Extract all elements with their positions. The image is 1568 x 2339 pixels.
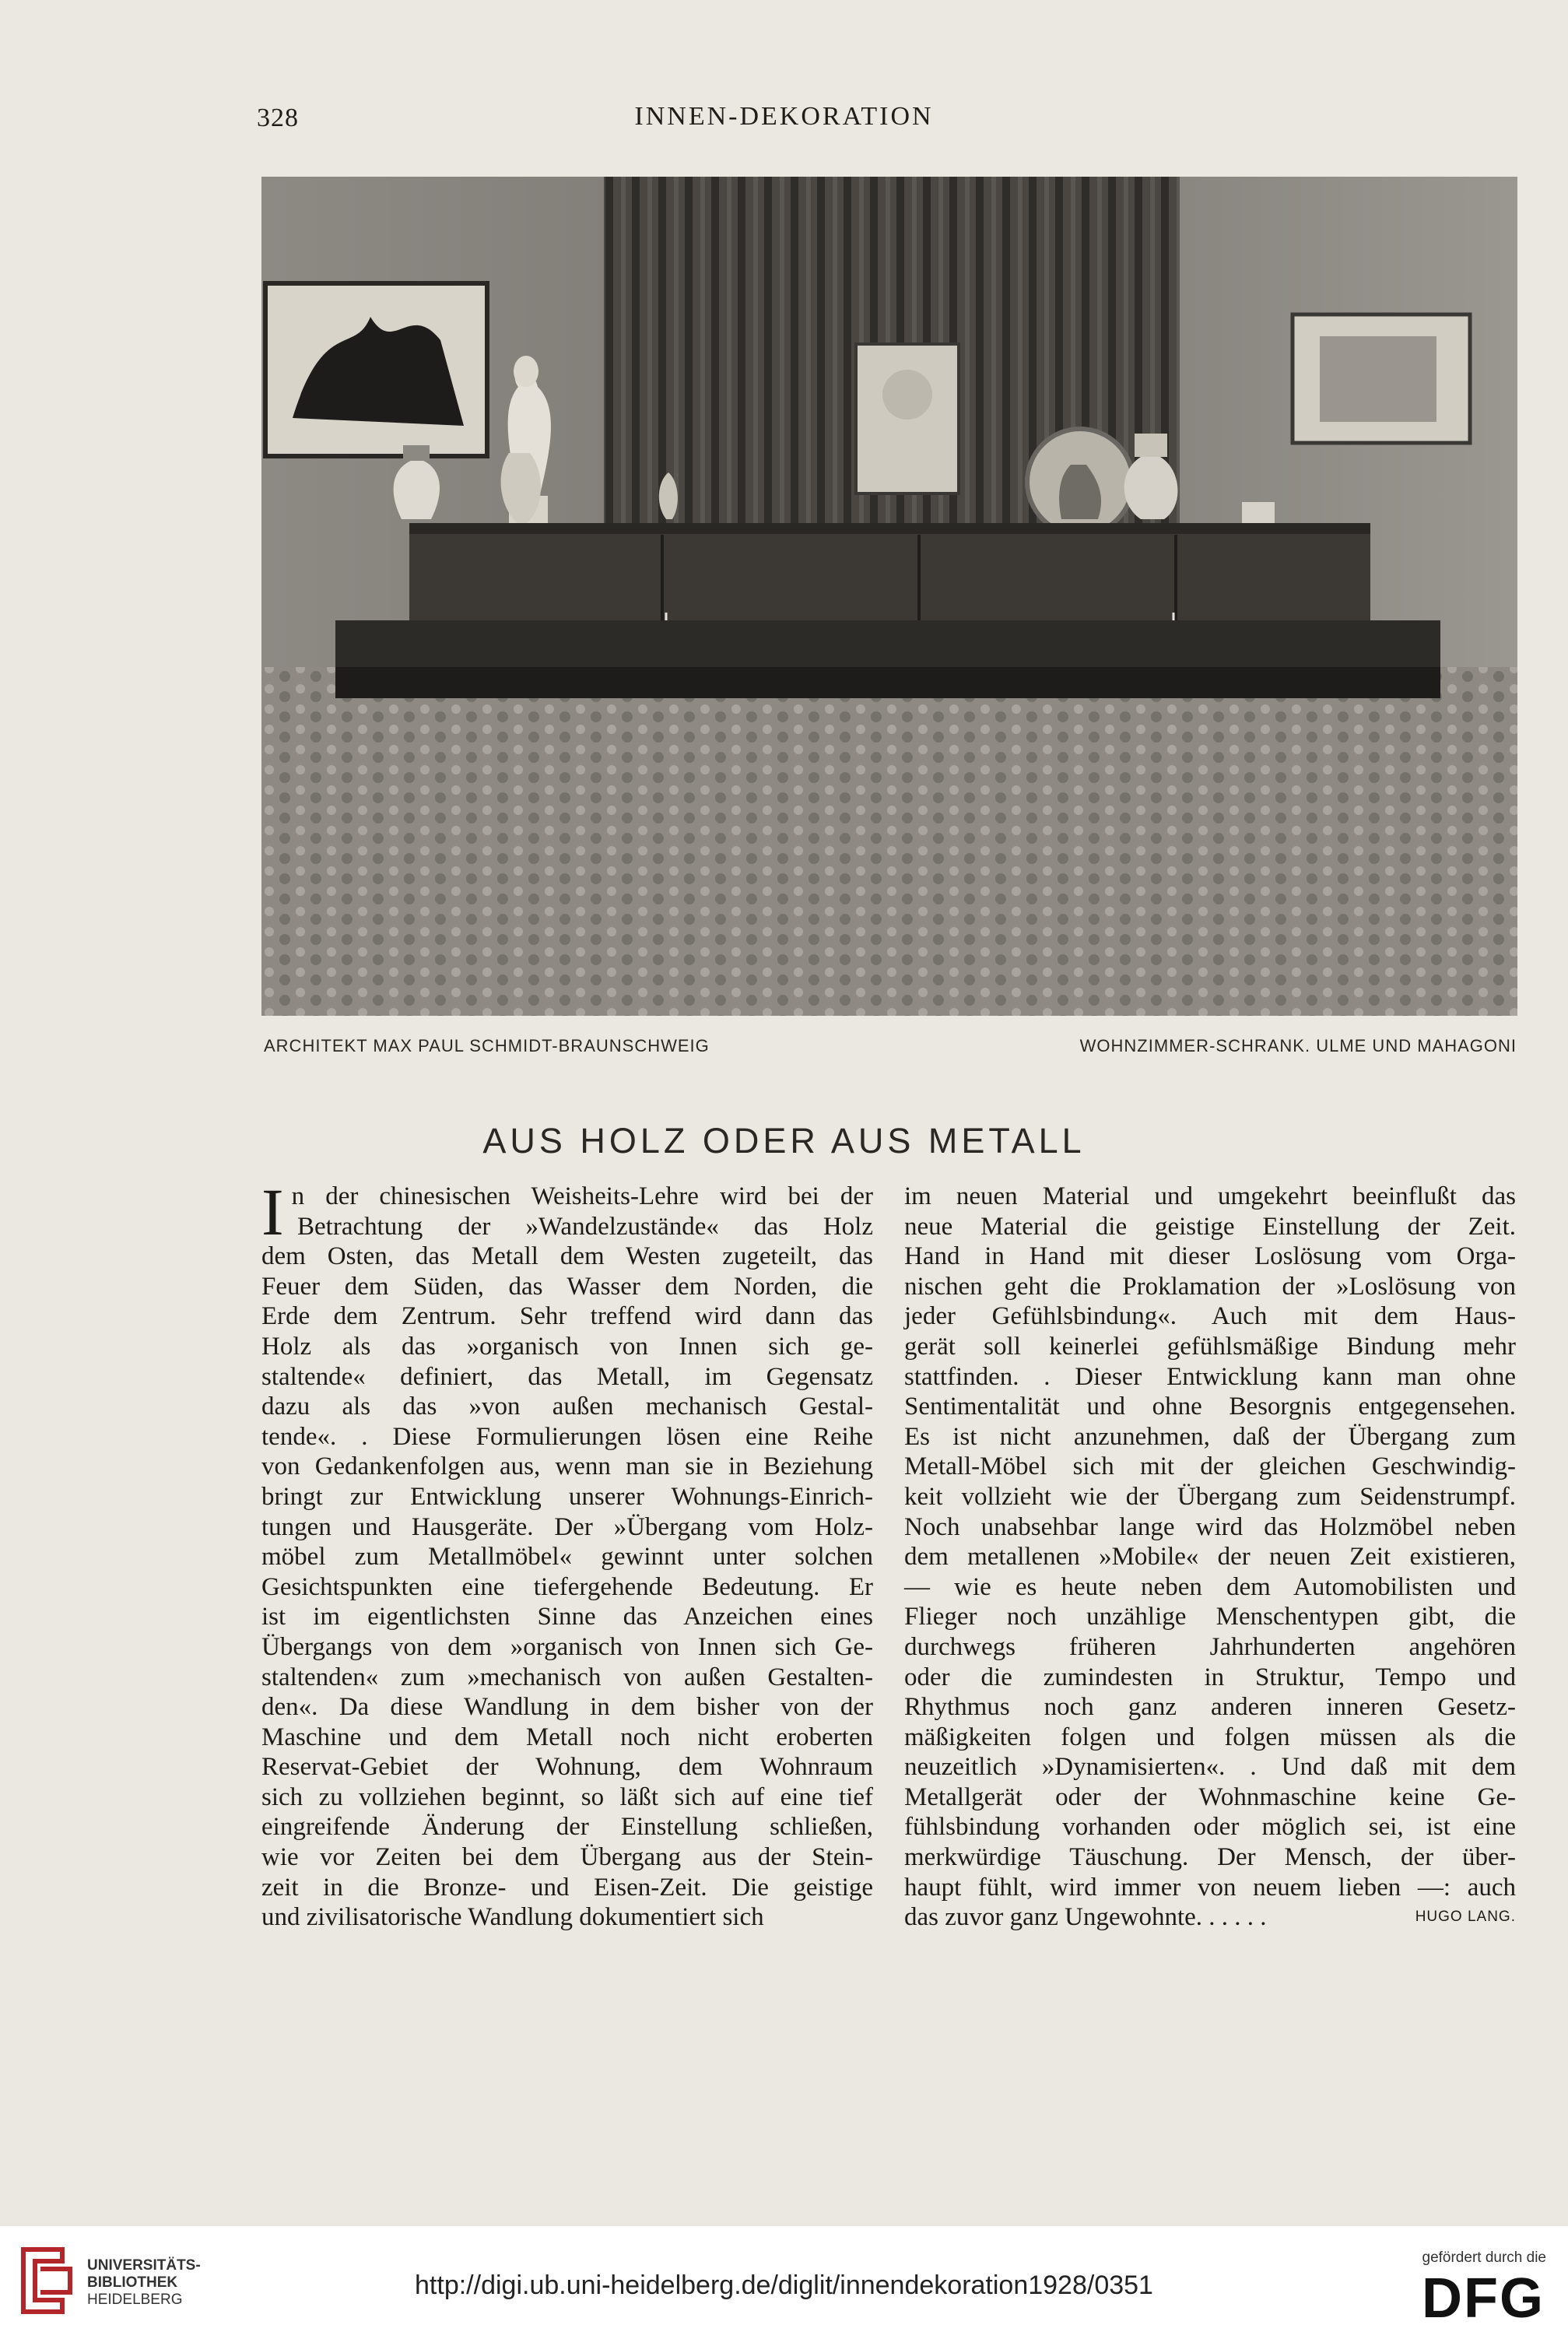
drop-cap: I [261, 1175, 284, 1249]
text-line: möbel zum Metallmöbel« gewinnt unter solchen [261, 1543, 873, 1572]
author-signature: HUGO LANG. [1415, 1909, 1516, 1926]
text-line: mäßigkeiten folgen und folgen müssen als die [904, 1723, 1516, 1751]
text-line: Es ist nicht anzunehmen, daß der Übergang zum [904, 1422, 1516, 1451]
text-line: — wie es heute neben dem Automobilisten und [904, 1572, 1516, 1601]
sideboard-photograph [261, 177, 1517, 1016]
text-line: Hand in Hand mit dieser Loslösung vom Orga- [904, 1242, 1516, 1271]
text-line: Holz als das »organisch von Innen sich ge- [261, 1332, 873, 1361]
page-number: 328 [257, 104, 299, 132]
text-line: Rhythmus noch ganz anderen inneren Gesetz- [904, 1693, 1516, 1722]
text-line: tende«. . Diese Formulierungen lösen eine Reihe [261, 1422, 873, 1451]
text-line: Feuer dem Süden, das Wasser dem Norden, die [261, 1272, 873, 1301]
text-line: merkwürdige Täuschung. Der Mensch, der über- [904, 1843, 1516, 1872]
text-line: bringt zur Entwicklung unserer Wohnungs-Einrich- [261, 1482, 873, 1511]
text-line: Sentimentalität und ohne Besorgnis entgegensehen. [904, 1393, 1516, 1421]
running-title: INNEN-DEKORATION [634, 102, 934, 131]
text-line: Gesichtspunkten eine tiefergehende Bedeutung. Er [261, 1572, 873, 1601]
text-line: neuzeitlich »Dynamisierten«. . Und daß mit dem [904, 1753, 1516, 1782]
text-line: dazu als das »von außen mechanisch Gestal- [261, 1393, 873, 1421]
text-line: fühlsbindung vorhanden oder möglich sei, ist eine [904, 1813, 1516, 1842]
text-line: dem metallenen »Mobile« der neuen Zeit existieren, [904, 1543, 1516, 1572]
text-line: staltende« definiert, das Metall, im Gegensatz [261, 1362, 873, 1391]
text-line: Reservat-Gebiet der Wohnung, dem Wohnraum [261, 1753, 873, 1782]
library-name-line: BIBLIOTHEK [87, 2274, 178, 2291]
text-line: jeder Gefühlsbindung«. Auch mit dem Haus- [904, 1302, 1516, 1331]
text-line: und zivilisatorische Wandlung dokumentiert sich [261, 1903, 764, 1932]
text-line: gerät soll keinerlei gefühlsmäßige Bindung mehr [904, 1332, 1516, 1361]
text-line: staltenden« zum »mechanisch von außen Gestalten- [261, 1663, 873, 1691]
text-line: haupt fühlt, wird immer von neuem lieben —: auch [904, 1873, 1516, 1902]
text-line: den«. Da diese Wandlung in dem bisher von der [261, 1693, 873, 1722]
text-line: das zuvor ganz Ungewohnte. . . . . . [904, 1903, 1267, 1932]
interior-photo [261, 177, 1517, 1016]
text-line: Metall-Möbel sich mit der gleichen Geschwindig- [904, 1452, 1516, 1481]
photo-caption-architect: ARCHITEKT MAX PAUL SCHMIDT-BRAUNSCHWEIG [264, 1036, 710, 1055]
text-line: tungen und Hausgeräte. Der »Übergang vom Holz- [261, 1512, 873, 1541]
photo-caption-object: WOHNZIMMER-SCHRANK. ULME UND MAHAGONI [1079, 1036, 1517, 1055]
library-name-line: UNIVERSITÄTS- [87, 2257, 201, 2274]
text-line: keit vollzieht wie der Übergang zum Seidenstrumpf. [904, 1482, 1516, 1511]
text-line: zeit in die Bronze- und Eisen-Zeit. Die geistige [261, 1873, 873, 1902]
source-url-link[interactable]: http://digi.ub.uni-heidelberg.de/diglit/innendekoration1928/0351 [415, 2271, 1153, 2300]
article-title: AUS HOLZ ODER AUS METALL [482, 1121, 1086, 1161]
text-line: Übergangs von dem »organisch von Innen sich Ge- [261, 1632, 873, 1661]
text-line: Metallgerät oder der Wohnmaschine keine Ge- [904, 1782, 1516, 1811]
text-line: n der chinesischen Weisheits-Lehre wird bei der [291, 1182, 873, 1210]
text-line: Flieger noch unzählige Menschentypen gibt, die [904, 1603, 1516, 1631]
funding-label: gefördert durch die [1422, 2249, 1546, 2266]
text-line: neue Material die geistige Einstellung der Zeit. [904, 1212, 1516, 1241]
text-line: oder die zumindesten in Struktur, Tempo und [904, 1663, 1516, 1691]
text-line: Noch unabsehbar lange wird das Holzmöbel neben [904, 1512, 1516, 1541]
text-line: nischen geht die Proklamation der »Loslösung von [904, 1272, 1516, 1301]
text-line: im neuen Material und umgekehrt beeinflußt das [904, 1182, 1516, 1210]
text-line: sich zu vollziehen beginnt, so läßt sich auf eine tief [261, 1782, 873, 1811]
text-line: durchwegs früheren Jahrhunderten angehören [904, 1632, 1516, 1661]
text-line: ist im eigentlichsten Sinne das Anzeichen eines [261, 1603, 873, 1631]
text-line: wie vor Zeiten bei dem Übergang aus der Stein- [261, 1843, 873, 1872]
text-line: eingreifende Änderung der Einstellung schließen, [261, 1813, 873, 1842]
text-line: Maschine und dem Metall noch nicht eroberten [261, 1723, 873, 1751]
text-line-with-signature [904, 1902, 1516, 1933]
dfg-logo[interactable]: DFG [1422, 2267, 1545, 2330]
text-line: Betrachtung der »Wandelzustände« das Holz [297, 1212, 873, 1241]
text-line: dem Osten, das Metall dem Westen zugeteilt, das [261, 1242, 873, 1271]
text-line: von Gedankenfolgen aus, wenn man sie in Beziehung [261, 1452, 873, 1481]
text-column-right [904, 1182, 1516, 1933]
text-line: stattfinden. . Dieser Entwicklung kann man ohne [904, 1362, 1516, 1391]
library-name-line: HEIDELBERG [87, 2292, 183, 2308]
text-column-left [261, 1175, 873, 1933]
text-line: Erde dem Zentrum. Sehr treffend wird dann das [261, 1302, 873, 1331]
